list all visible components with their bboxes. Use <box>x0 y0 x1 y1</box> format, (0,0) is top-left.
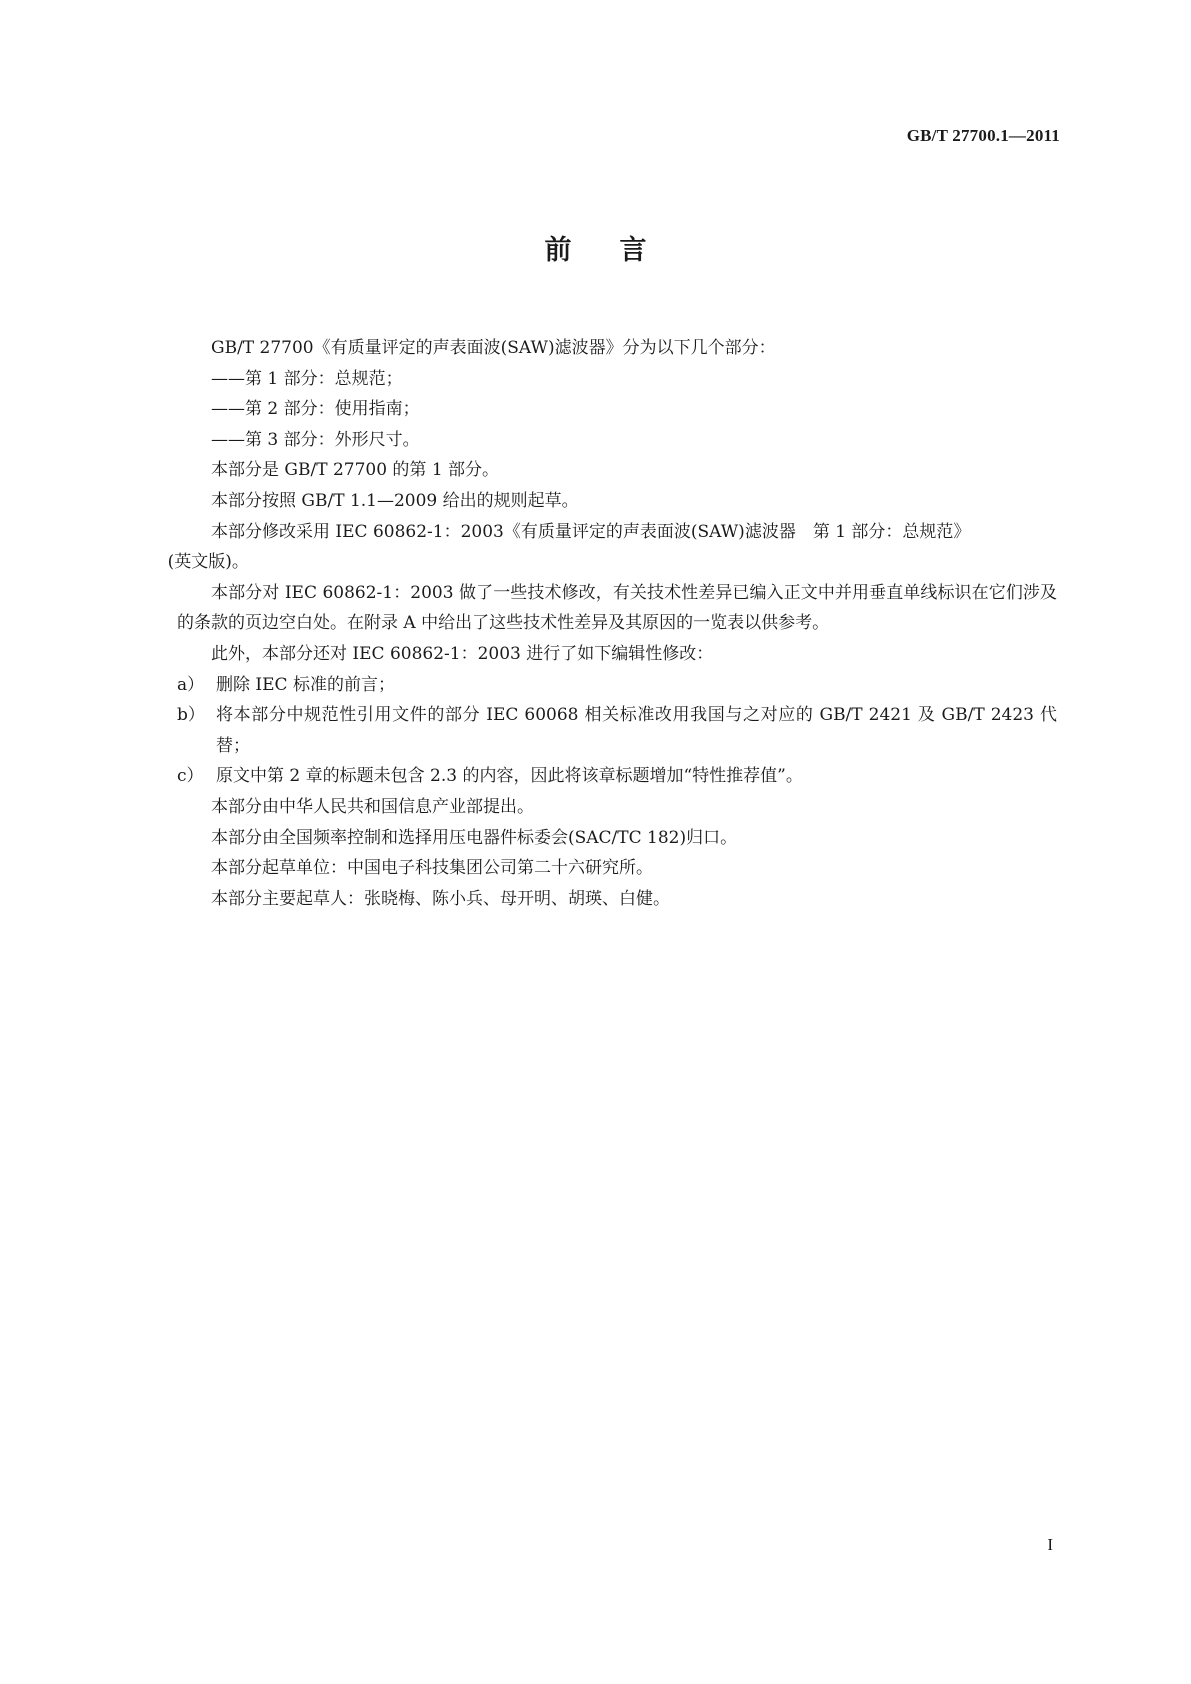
list-marker: c） <box>177 766 204 787</box>
list-marker: b） <box>177 705 205 726</box>
page-title: 前言 <box>544 235 695 266</box>
editorial-item-c <box>177 761 1057 792</box>
paragraph-is-part: 本部分是 GB/T 27700 的第 1 部分。 <box>211 460 500 481</box>
paragraph-drafting-rules: 本部分按照 GB/T 1.1—2009 给出的规则起草。 <box>211 490 579 511</box>
list-part-3: ——第 3 部分：外形尺寸。 <box>211 429 420 450</box>
foreword-body <box>167 333 1057 914</box>
paragraph-adoption: 本部分修改采用 IEC 60862-1：2003《有质量评定的声表面波(SAW)滤波器 第 1 部分：总规范》 <box>211 521 971 542</box>
editorial-item-a <box>177 670 1057 701</box>
paragraph-adoption-continued: (英文版)。 <box>167 552 249 573</box>
paragraph-drafting-unit: 本部分起草单位：中国电子科技集团公司第二十六研究所。 <box>211 858 653 879</box>
paragraph-intro: GB/T 27700《有质量评定的声表面波(SAW)滤波器》分为以下几个部分： <box>211 338 776 358</box>
paragraph-centralized-by: 本部分由全国频率控制和选择用压电器件标委会(SAC/TC 182)归口。 <box>211 827 738 848</box>
list-item-text: 删除 IEC 标准的前言； <box>216 674 395 695</box>
editorial-item-b <box>177 700 1057 761</box>
standard-code: GB/T 27700.1—2011 <box>906 126 1060 145</box>
list-part-2: ——第 2 部分：使用指南； <box>211 399 420 420</box>
page-number: I <box>1047 1535 1053 1554</box>
list-item-text: 原文中第 2 章的标题未包含 2.3 的内容，因此将该章标题增加“特性推荐值”。 <box>216 766 803 787</box>
paragraph-proposed-by: 本部分由中华人民共和国信息产业部提出。 <box>211 796 534 817</box>
list-item-text: 将本部分中规范性引用文件的部分 IEC 60068 相关标准改用我国与之对应的 GB/T 2421 及 GB/T 2423 代替； <box>216 705 1057 756</box>
list-part-1: ——第 1 部分：总规范； <box>211 368 403 389</box>
paragraph-technical-changes: 本部分对 IEC 60862-1：2003 做了一些技术修改，有关技术性差异已编入正文中并用垂直单线标识在它们涉及的条款的页边空白处。在附录 A 中给出了这些技术性差异及其原因的一览表以供参考。 <box>177 582 1057 634</box>
list-marker: a） <box>177 674 205 695</box>
paragraph-drafters: 本部分主要起草人：张晓梅、陈小兵、母开明、胡瑛、白健。 <box>211 888 670 909</box>
paragraph-editorial-intro: 此外，本部分还对 IEC 60862-1：2003 进行了如下编辑性修改： <box>211 643 714 664</box>
